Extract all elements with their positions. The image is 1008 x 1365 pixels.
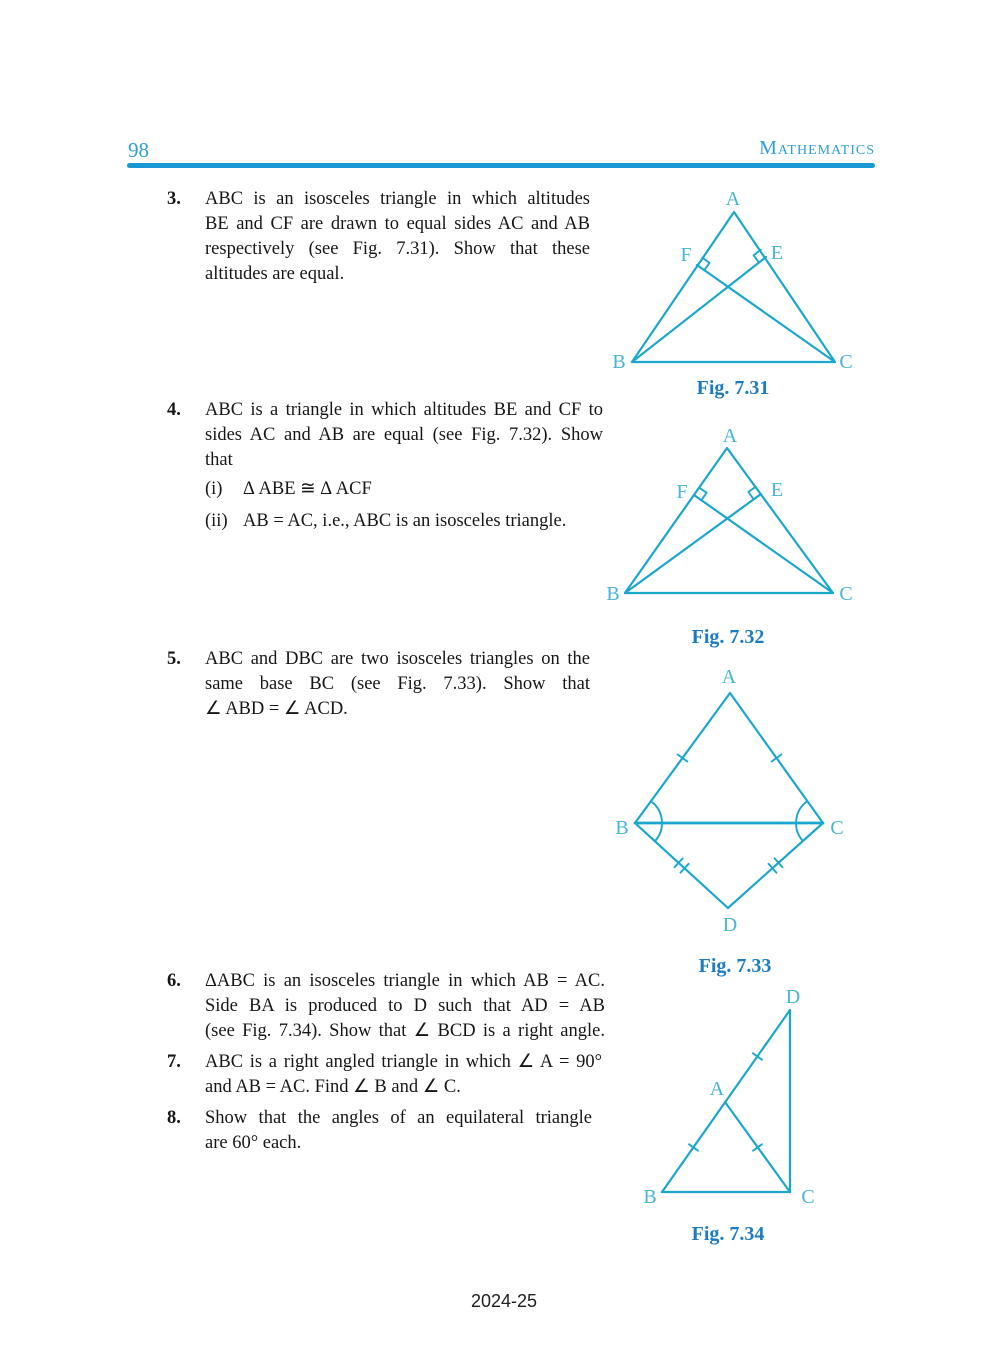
text-line: ∠ ABD = ∠ ACD. (205, 699, 348, 719)
edition-footer: 2024-25 (470, 1291, 538, 1311)
vertex-label-f: F (680, 244, 692, 266)
page-number: 98 (128, 138, 149, 162)
vertex-label-f: F (676, 481, 688, 503)
tick-ab (678, 755, 688, 762)
text-line: altitudes are equal. (205, 264, 345, 284)
figure-7-34-right-angle-construction (625, 985, 845, 1220)
figure-7-32-triangle-with-equal-altitudes (595, 428, 885, 613)
exercise-5 (167, 647, 603, 722)
vertex-label-e: E (770, 242, 784, 264)
figure-caption: Fig. 7.31 (696, 377, 770, 399)
subitem-label: (ii) (205, 511, 228, 531)
running-head: Mathematics (759, 137, 875, 159)
figure-7-33-kite-two-isosceles-triangles (595, 655, 895, 945)
exercise-7 (167, 1050, 614, 1100)
subitem-text: Δ ABE ≅ Δ ACF (243, 479, 372, 499)
text-line: and AB = AC. Find ∠ B and ∠ C. (205, 1077, 461, 1097)
header-rule (127, 163, 875, 168)
text-line: (see Fig. 7.34). Show that ∠ BCD is a right angle. (205, 1021, 605, 1041)
text-line: are 60° each. (205, 1133, 302, 1153)
vertex-label-e: E (770, 479, 784, 501)
exercise-number: 7. (167, 1052, 181, 1072)
side-cd (728, 823, 823, 908)
vertex-label-c: C (839, 351, 853, 373)
altitude-cf (697, 265, 835, 362)
exercise-8 (167, 1106, 604, 1156)
exercise-body (205, 969, 605, 1044)
text-line: same base BC (see Fig. 7.33). Show that (205, 674, 590, 694)
subitem-ii (205, 509, 603, 534)
figure-caption: Fig. 7.33 (698, 955, 772, 977)
subitem-label: (i) (205, 479, 223, 499)
tick-ba (689, 1144, 698, 1150)
vertex-label-a: A (722, 428, 738, 447)
exercise-body (205, 187, 590, 287)
altitude-cf (694, 495, 833, 593)
exercise-body (205, 398, 603, 534)
vertex-label-c: C (839, 583, 853, 605)
figure-7-31-triangle-with-altitudes (595, 186, 885, 381)
exercise-number: 4. (167, 400, 181, 420)
text-line: ΔABC is an isosceles triangle in which AB = AC. (205, 971, 605, 991)
altitude-be (625, 494, 761, 593)
exercise-6 (167, 969, 617, 1044)
vertex-label-a: A (709, 1078, 725, 1100)
vertex-label-a: A (725, 188, 741, 210)
exercise-number: 3. (167, 189, 181, 209)
text-line: that (205, 450, 233, 470)
side-bd (635, 823, 728, 908)
altitude-be (632, 257, 766, 362)
figure-caption: Fig. 7.32 (691, 626, 765, 648)
text-line: ABC is a triangle in which altitudes BE and CF to (205, 400, 603, 420)
text-line: sides AC and AB are equal (see Fig. 7.32). Show (205, 425, 603, 445)
text-line: BE and CF are drawn to equal sides AC and AB (205, 214, 590, 234)
subitem-text: AB = AC, i.e., ABC is an isosceles triangle. (243, 511, 567, 531)
vertex-label-b: B (615, 817, 629, 839)
angle-arc-b (651, 801, 662, 841)
vertex-label-b: B (612, 351, 626, 373)
text-line: Side BA is produced to D such that AD = AB (205, 996, 605, 1016)
text-line: respectively (see Fig. 7.31). Show that these (205, 239, 590, 259)
exercise-4 (167, 398, 615, 534)
exercise-body (205, 647, 590, 722)
angle-arc-c (796, 801, 807, 841)
vertex-label-c: C (830, 817, 844, 839)
subitem-i (205, 477, 603, 502)
vertex-label-b: B (606, 583, 620, 605)
vertex-label-b: B (643, 1186, 657, 1208)
exercise-number: 6. (167, 971, 181, 991)
tick-ac (772, 755, 782, 762)
vertex-label-c: C (801, 1186, 815, 1208)
text-line: ABC and DBC are two isosceles triangles on the (205, 649, 590, 669)
exercise-number: 8. (167, 1108, 181, 1128)
exercise-number: 5. (167, 649, 181, 669)
vertex-label-a: A (721, 666, 737, 688)
text-line: Show that the angles of an equilateral triangle (205, 1108, 592, 1128)
figure-caption: Fig. 7.34 (691, 1223, 765, 1245)
text-line: ABC is a right angled triangle in which ∠ A = 90° (205, 1052, 602, 1072)
tick-ad (753, 1053, 762, 1059)
text-line: ABC is an isosceles triangle in which altitudes (205, 189, 590, 209)
exercise-3 (167, 187, 603, 287)
exercise-body (205, 1050, 602, 1100)
vertex-label-d: D (722, 914, 738, 936)
exercise-body (205, 1106, 592, 1156)
vertex-label-d: D (785, 986, 801, 1008)
